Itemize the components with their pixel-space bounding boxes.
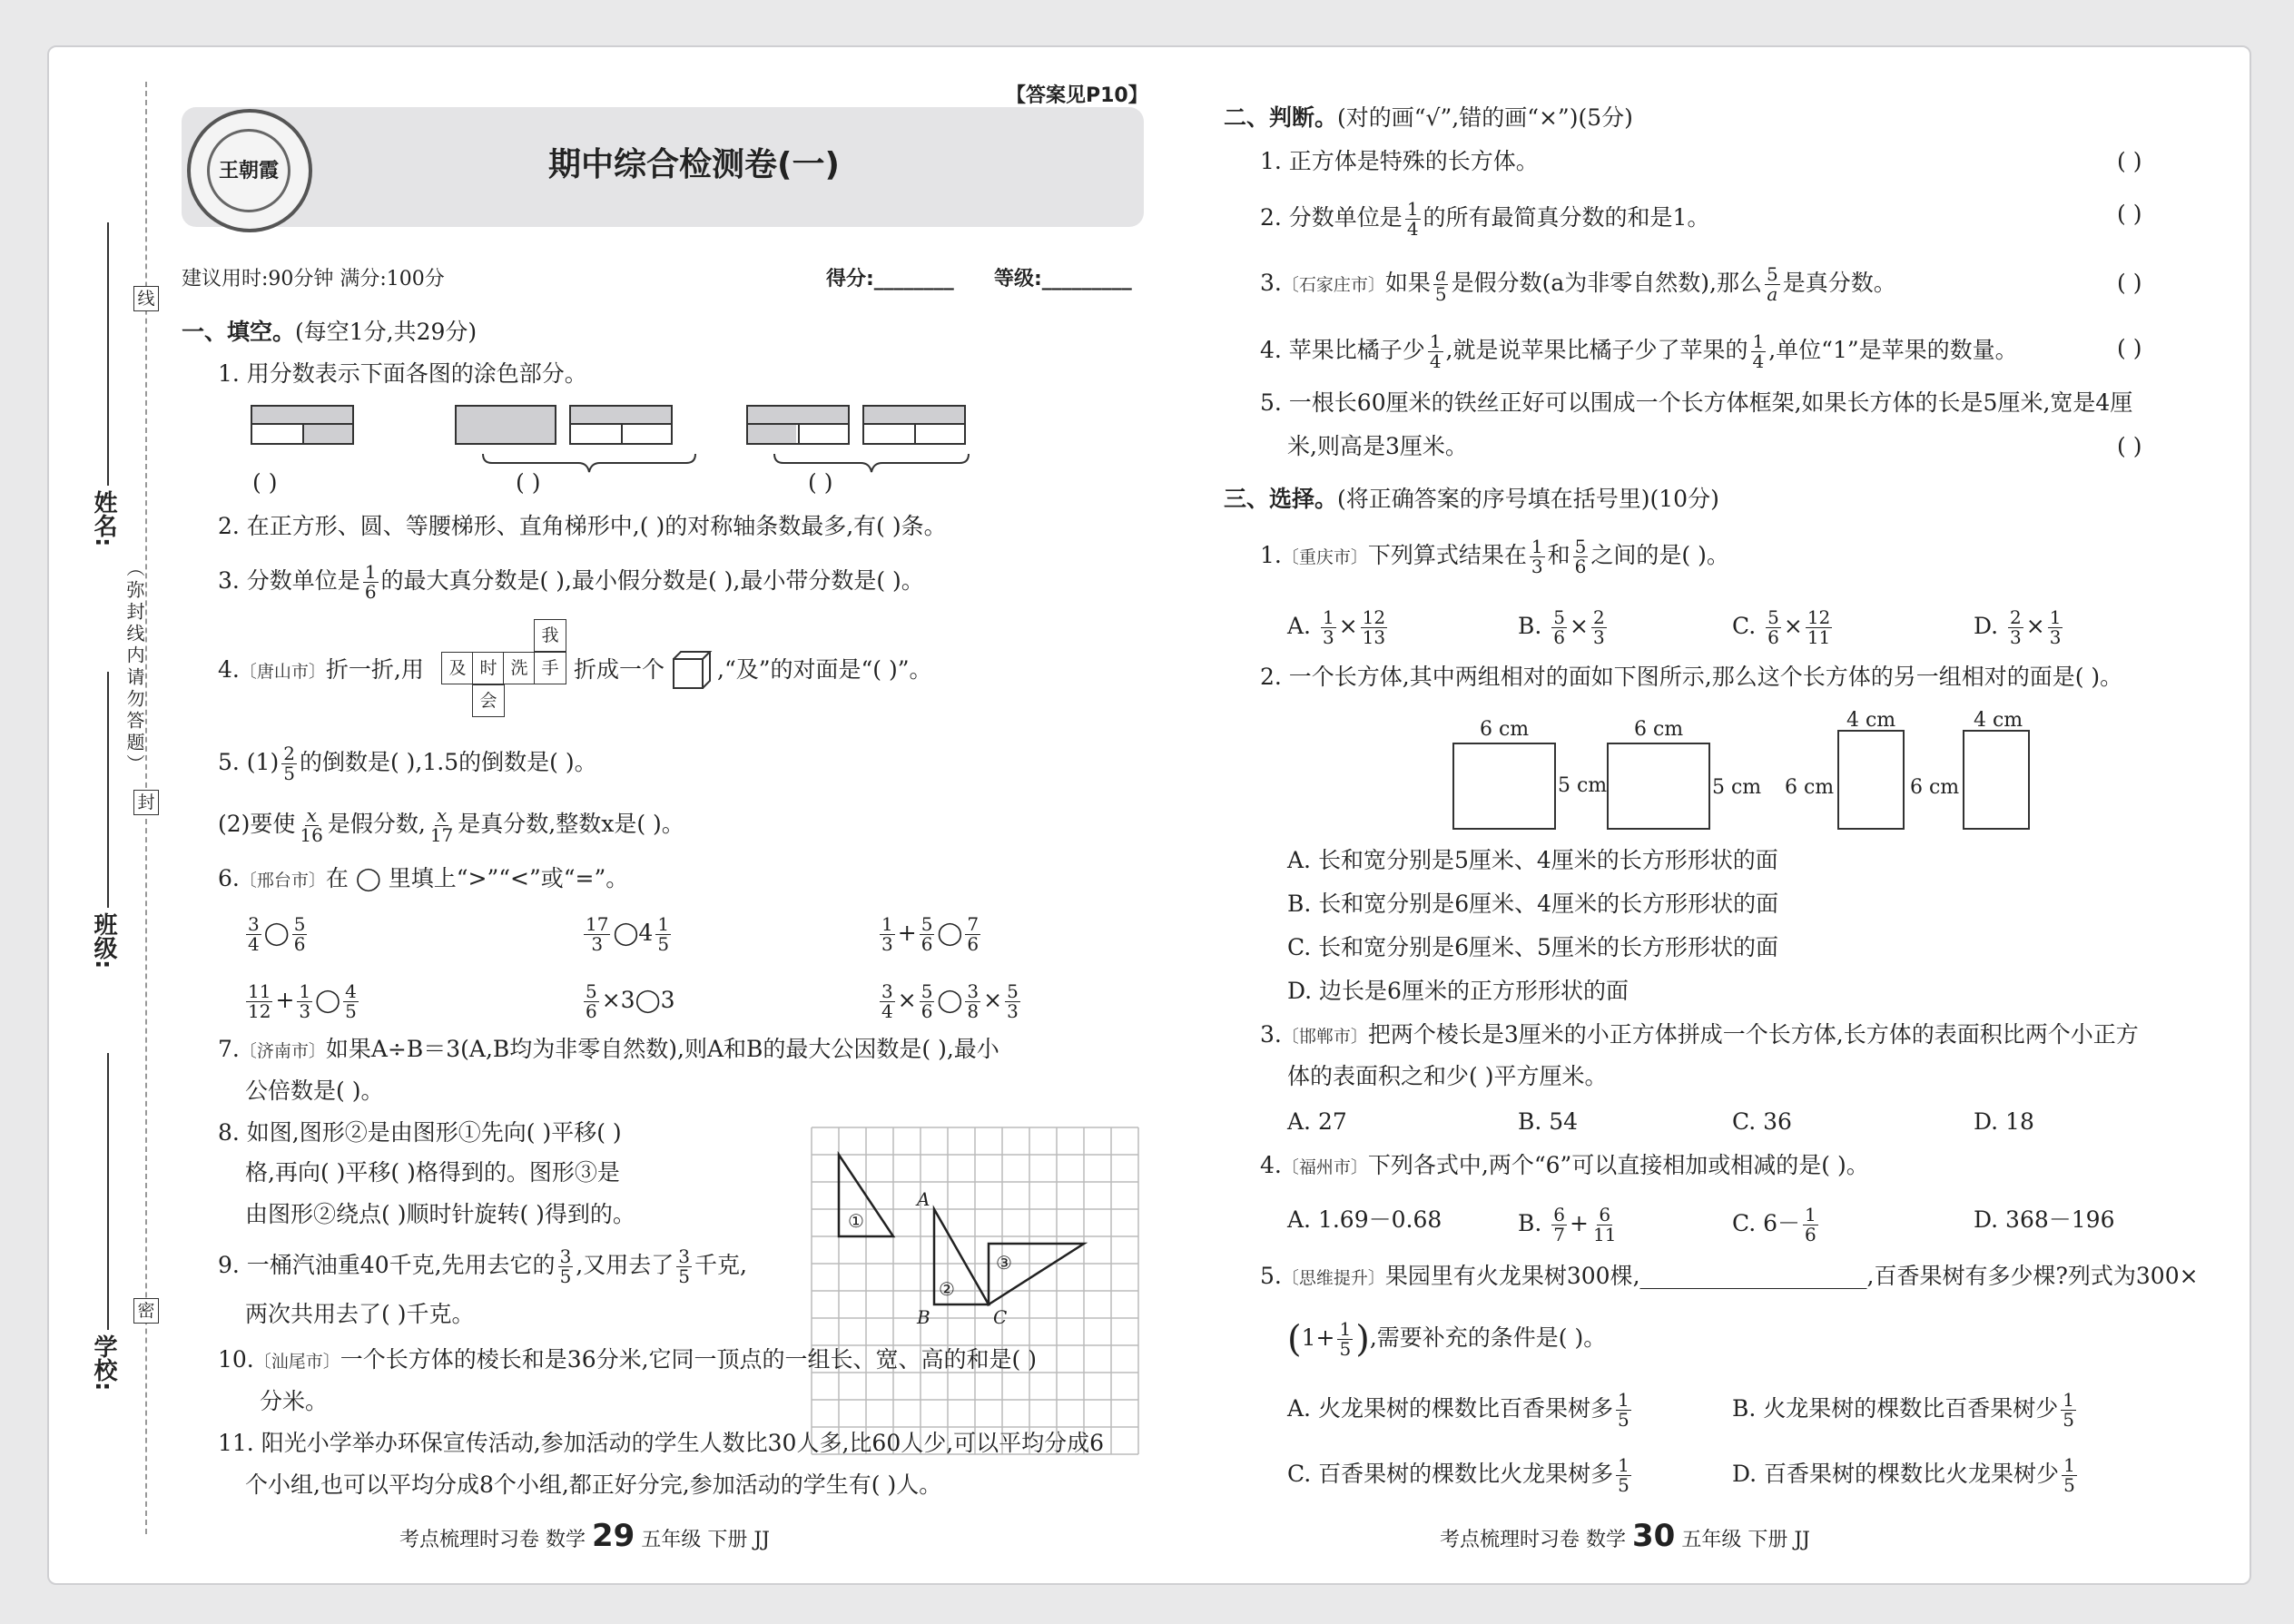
q3-4-text: 4.〔福州市〕下列各式中,两个“6”可以直接相加或相减的是( )。 [1260, 1152, 1869, 1178]
seal-mark-feng: 封 [133, 790, 159, 815]
q2-3-text: 3.〔石家庄市〕如果 $\frac{a}{5}$ 是假分数(a为非零自然数),那么 $\frac{5}{a}$ 是真分数。 [1260, 263, 1896, 305]
name-label: 姓名: [90, 490, 117, 547]
compare-4: $\frac{11}{12}$ + $\frac{1}{3}$ ◯ $\frac{4}{5}$ [248, 980, 357, 1022]
q2-5-text-1: 5. 一根长60厘米的铁丝正好可以围成一个长方体框架,如果长方体的长是5厘米,宽是4厘 [1260, 389, 2133, 416]
q3-1-text: 1.〔重庆市〕下列算式结果在 $\frac{1}{3}$ 和 $\frac{5}{6}$ 之间的是( )。 [1260, 536, 1729, 577]
q2-4-answer[interactable]: ( ) [2117, 335, 2142, 361]
q3-3-text: 3.〔邯郸市〕把两个棱长是3厘米的小正方体拼成一个长方体,长方体的表面积比两个小正方 [1260, 1021, 2139, 1048]
grade-field[interactable]: 等级:_________ [994, 268, 1132, 290]
page-title: 期中综合检测卷(一) [548, 146, 840, 183]
dim-label: 5 cm [1558, 774, 1608, 797]
q1-answer-2[interactable]: ( ) [516, 469, 541, 496]
q2-1-text: 1. 正方体是特殊的长方体。 [1260, 148, 1539, 174]
fraction-1-6: $\frac{1}{6}$ [364, 561, 377, 603]
q3-3-option-b: B. 54 [1518, 1108, 1579, 1135]
q3-5-text-2: (1+ $\frac{1}{5}$ ),需要补充的条件是( )。 [1287, 1318, 1607, 1361]
q1-7-text-2: 公倍数是( )。 [245, 1078, 384, 1104]
net-cell-hui: 会 [472, 684, 505, 717]
compare-1: $\frac{3}{4}$ ◯ $\frac{5}{6}$ [248, 913, 306, 955]
q2-5-text-2: 米,则高是3厘米。 [1287, 433, 1468, 459]
dim-label: 4 cm [1846, 709, 1896, 732]
face-6x5-a [1452, 743, 1556, 830]
q1-8-text-1: 8. 如图,图形②是由图形①先向( )平移( ) [218, 1119, 622, 1146]
q1-6-text: 6.〔邢台市〕在 ◯ 里填上“>”“<”或“=”。 [218, 865, 629, 891]
net-cell-wo: 我 [534, 619, 566, 652]
q1-11-text-2: 个小组,也可以平均分成8个小组,都正好分完,参加活动的学生有( )人。 [245, 1471, 942, 1498]
school-field[interactable] [107, 1053, 109, 1330]
q3-3-option-a: A. 27 [1287, 1108, 1347, 1135]
score-field[interactable]: 得分:________ [826, 268, 954, 290]
q1-5-text: 5. (1) $\frac{2}{5}$ 的倒数是( ),1.5的倒数是( )。 [218, 743, 597, 784]
q1-answer-3[interactable]: ( ) [808, 469, 833, 496]
class-field[interactable] [107, 672, 109, 908]
q3-2-option-c: C. 长和宽分别是6厘米、5厘米的长方形形状的面 [1287, 934, 1778, 960]
q3-3-text-2: 体的表面积之和少( )平方厘米。 [1287, 1063, 1608, 1089]
compare-3: $\frac{1}{3}$ + $\frac{5}{6}$ ◯ $\frac{7}{6}$ [881, 913, 980, 955]
q3-4-option-c: C. 6－ $\frac{1}{6}$ [1732, 1204, 1816, 1245]
q1-8-text-3: 由图形②绕点( )顺时针旋转( )得到的。 [245, 1201, 635, 1227]
cube-icon [672, 650, 712, 690]
fraction-figure-3b [862, 405, 966, 445]
q3-1-option-c: C. $\frac{5}{6}$ × $\frac{12}{11}$ [1732, 606, 1831, 648]
net-cell-xi: 洗 [503, 652, 536, 684]
page-number-right: 30 [1632, 1518, 1676, 1554]
footer-right: 考点梳理时习卷 数学 30 五年级 下册 JJ [1440, 1518, 1810, 1554]
section-1-heading: 一、填空。(每空1分,共29分) [182, 319, 478, 345]
q3-5-text: 5.〔思维提升〕果园里有火龙果树300棵,____________________,百香果树有多少棵?列式为300× [1260, 1263, 2199, 1289]
q3-5-option-c: C. 百香果树的棵数比火龙果树多 $\frac{1}{5}$ [1287, 1454, 1629, 1496]
q1-11-text-1: 11. 阳光小学举办环保宣传活动,参加活动的学生人数比30人多,比60人少,可以平均分成6 [218, 1430, 1105, 1456]
dim-label: 4 cm [1974, 709, 2023, 732]
q3-2-option-d: D. 边长是6厘米的正方形形状的面 [1287, 978, 1629, 1004]
q1-8-text-2: 格,再向( )平移( )格得到的。图形③是 [245, 1159, 620, 1186]
seal-mark-xian: 线 [133, 286, 159, 311]
school-label: 学校: [90, 1334, 117, 1392]
q3-1-option-a: A. $\frac{1}{3}$ × $\frac{12}{13}$ [1287, 606, 1386, 648]
q1-9-text-2: 两次共用去了( )千克。 [245, 1301, 475, 1327]
dim-label: 6 cm [1634, 718, 1684, 741]
q3-3-option-c: C. 36 [1732, 1108, 1792, 1135]
dim-label: 6 cm [1480, 718, 1530, 741]
section-3-heading: 三、选择。(将正确答案的序号填在括号里)(10分) [1224, 486, 1719, 512]
q1-5-text-2: (2)要使 $\frac{x}{16}$ 是假分数, $\frac{x}{17}$ 是真分数,整数x是( )。 [218, 804, 684, 846]
q1-2-text: 2. 在正方形、圆、等腰梯形、直角梯形中,( )的对称轴条数最多,有( )条。 [218, 513, 947, 539]
q1-4-text: 4.〔唐山市〕折一折,用 [218, 656, 424, 683]
q1-10-text: 10.〔汕尾市〕一个长方体的棱长和是36分米,它同一顶点的一组长、宽、高的和是( ) [218, 1346, 1037, 1373]
fraction-figure-2b [569, 405, 673, 445]
q3-2-option-a: A. 长和宽分别是5厘米、4厘米的长方形形状的面 [1287, 847, 1778, 873]
compare-6: $\frac{3}{4}$ × $\frac{5}{6}$ ◯ $\frac{3}{8}$ × $\frac{5}{3}$ [881, 980, 1019, 1022]
svg-text:B: B [917, 1306, 930, 1328]
q1-3-text: 3. 分数单位是 $\frac{1}{6}$ 的最大真分数是( ),最小假分数是( ),最小带分数是( )。 [218, 561, 924, 603]
dim-label: 5 cm [1712, 776, 1762, 799]
section-2-heading: 二、判断。(对的画“√”,错的画“×”)(5分) [1224, 104, 1633, 131]
q1-answer-1[interactable]: ( ) [252, 469, 278, 496]
net-cell-shou: 手 [534, 652, 566, 684]
q2-4-text: 4. 苹果比橘子少 $\frac{1}{4}$ ,就是说苹果比橘子少了苹果的 $\frac{1}{4}$ ,单位“1”是苹果的数量。 [1260, 330, 2018, 372]
grid-transform-figure [802, 1118, 1147, 1463]
publisher-logo: 王朝霞 [187, 109, 312, 232]
svg-text:③: ③ [996, 1252, 1012, 1274]
time-info: 建议用时:90分钟 满分:100分 [182, 268, 445, 290]
q3-5-option-d: D. 百香果树的棵数比火龙果树少 $\frac{1}{5}$ [1732, 1454, 2075, 1496]
face-6x5-b [1607, 743, 1710, 830]
q2-5-answer[interactable]: ( ) [2117, 433, 2142, 459]
q1-4-text-b: 折成一个 [574, 656, 665, 683]
q2-1-answer[interactable]: ( ) [2117, 148, 2142, 174]
footer-left: 考点梳理时习卷 数学 29 五年级 下册 JJ [399, 1518, 770, 1554]
q1-1-text: 1. 用分数表示下面各图的涂色部分。 [218, 360, 587, 387]
fraction-figure-2a [455, 405, 556, 445]
net-cell-ji: 及 [441, 652, 474, 684]
class-label: 班级: [90, 912, 117, 969]
face-4x6-a [1837, 730, 1905, 830]
q2-2-text: 2. 分数单位是 $\frac{1}{4}$ 的所有最简真分数的和是1。 [1260, 198, 1710, 240]
q1-4-text-c: ,“及”的对面是“( )”。 [717, 656, 932, 683]
q3-1-option-b: B. $\frac{5}{6}$ × $\frac{2}{3}$ [1518, 606, 1605, 648]
q3-4-option-d: D. 368－196 [1974, 1206, 2115, 1233]
q3-1-option-d: D. $\frac{2}{3}$ × $\frac{1}{3}$ [1974, 606, 2062, 648]
q3-4-option-a: A. 1.69－0.68 [1287, 1206, 1442, 1233]
q2-2-answer[interactable]: ( ) [2117, 201, 2142, 227]
q1-7-text: 7.〔济南市〕如果A÷B＝3(A,B均为非零自然数),则A和B的最大公因数是( ),最小 [218, 1036, 999, 1062]
seal-mark-mi: 密 [133, 1298, 159, 1324]
q1-10-text-2: 分米。 [260, 1388, 329, 1414]
answer-reference: 【答案见P10】 [1006, 84, 1148, 107]
fraction-figure-3a [746, 405, 850, 445]
seal-warning: （弥封线内请勿答题） [123, 558, 145, 776]
q3-5-option-a: A. 火龙果树的棵数比百香果树多 $\frac{1}{5}$ [1287, 1389, 1629, 1431]
dim-label: 6 cm [1910, 776, 1960, 799]
q3-2-option-b: B. 长和宽分别是6厘米、4厘米的长方形形状的面 [1287, 891, 1779, 917]
q2-3-answer[interactable]: ( ) [2117, 270, 2142, 296]
svg-text:C: C [993, 1306, 1008, 1328]
name-field[interactable] [107, 222, 109, 486]
q3-5-option-b: B. 火龙果树的棵数比百香果树少 $\frac{1}{5}$ [1732, 1389, 2075, 1431]
q3-4-option-b: B. $\frac{6}{7}$ + $\frac{6}{11}$ [1518, 1204, 1617, 1245]
compare-2: $\frac{17}{3}$ ◯4 $\frac{1}{5}$ [586, 913, 670, 955]
q3-2-text: 2. 一个长方体,其中两组相对的面如下图所示,那么这个长方体的另一组相对的面是( )。 [1260, 664, 2123, 690]
fraction-figure-1 [251, 405, 354, 445]
dim-label: 6 cm [1785, 776, 1835, 799]
svg-text:①: ① [848, 1210, 864, 1232]
svg-text:②: ② [939, 1278, 955, 1300]
page-number-left: 29 [592, 1518, 635, 1554]
compare-5: $\frac{5}{6}$ ×3◯3 [586, 980, 675, 1022]
face-4x6-b [1963, 730, 2030, 830]
net-cell-shi: 时 [472, 652, 505, 684]
q1-9-text: 9. 一桶汽油重40千克,先用去它的 $\frac{3}{5}$ ,又用去了 $\frac{3}{5}$ 千克, [218, 1245, 747, 1287]
svg-text:A: A [917, 1188, 930, 1210]
q3-3-option-d: D. 18 [1974, 1108, 2034, 1135]
